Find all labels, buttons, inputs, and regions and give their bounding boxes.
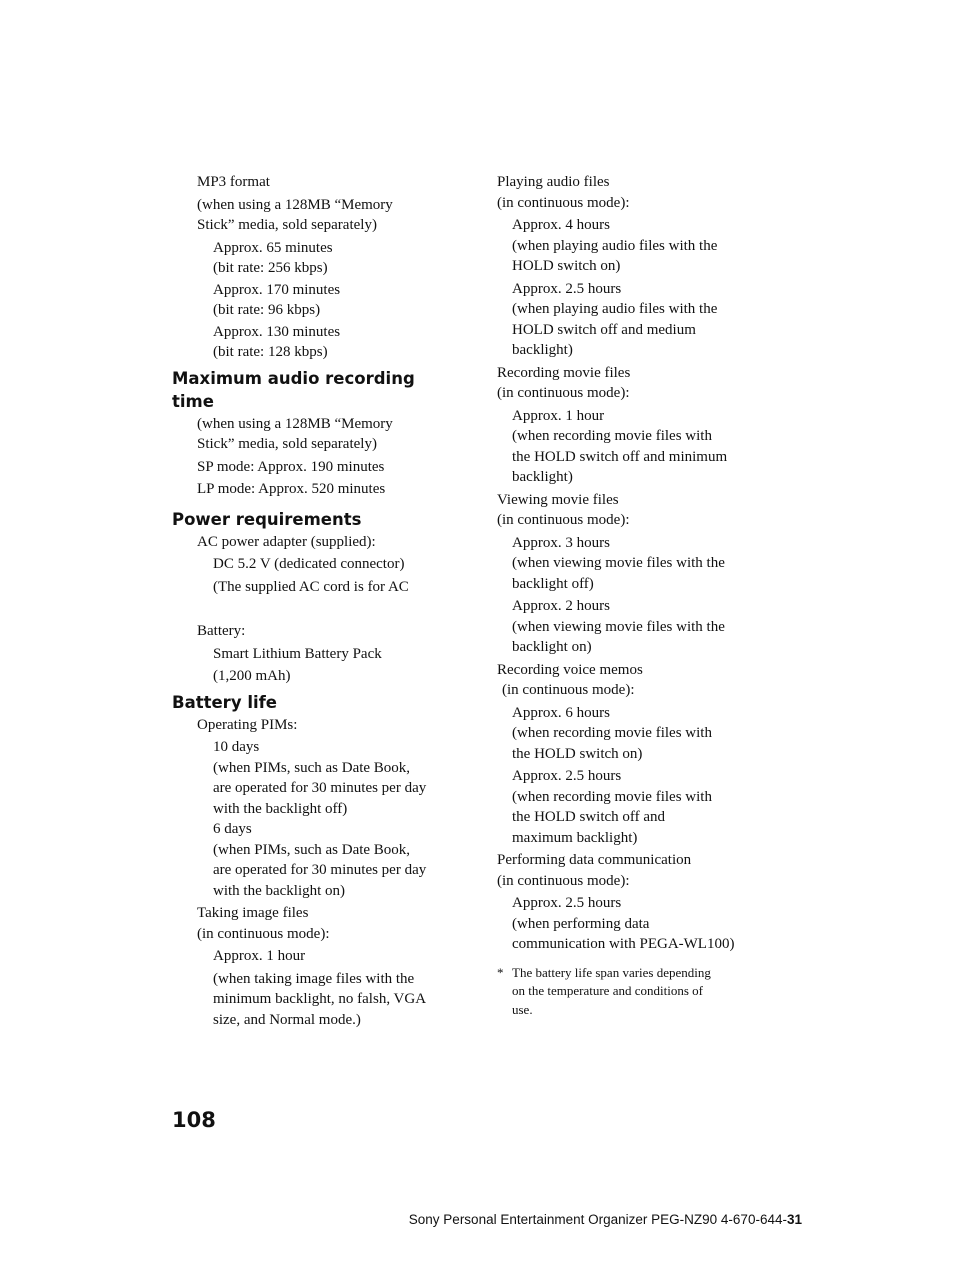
voice-line: Approx. 2.5 hours [512,768,622,784]
heading-power-requirements: Power requirements [172,509,362,529]
audio-line: (when playing audio files with the [512,237,718,254]
max-audio-line: (when using a 128MB “Memory [197,415,393,432]
heading-max-audio-recording [172,367,462,413]
max-audio-line: LP mode: Approx. 520 minutes [197,481,386,497]
image-files-line: (when taking image files with the [213,970,415,987]
image-files-line: size, and Normal mode.) [213,1011,361,1028]
heading-line: Maximum audio recording [172,368,415,388]
image-files-label: (in continuous mode): [197,925,330,942]
recording-movie-label: Recording movie files [497,364,631,381]
data-comm-line: Approx. 2.5 hours [512,895,622,911]
rec-movie-line: backlight) [512,469,573,485]
voice-line: (when recording movie files with [512,788,712,805]
view-movie-line: Approx. 2 hours [512,598,610,614]
audio-line: (when playing audio files with the [512,301,718,317]
view-movie-line: backlight on) [512,639,592,655]
footer-text: Sony Personal Entertainment Organizer PEG-NZ90 4-670-644- [408,1212,787,1227]
footer-bold-suffix: 31 [786,1212,802,1227]
mp3-entry: Approx. 65 minutes [213,239,333,256]
ac-adapter-label: AC power adapter (supplied): [197,533,376,550]
mp3-entry: (bit rate: 96 kbps) [213,302,321,318]
playing-audio-label: (in continuous mode): [497,194,630,211]
right-column [497,172,757,1019]
pims-line: are operated for 30 minutes per day [213,780,427,796]
audio-line: HOLD switch off and medium [512,321,696,338]
view-movie-line: (when viewing movie files with the [512,555,725,571]
view-movie-line: backlight off) [512,575,594,592]
footnote-line: on the temperature and conditions of [512,983,703,998]
max-audio-line: SP mode: Approx. 190 minutes [197,458,385,475]
image-files-line: minimum backlight, no falsh, VGA [213,991,427,1007]
mp3-note-line: (when using a 128MB “Memory [197,196,393,213]
rec-movie-line: the HOLD switch off and minimum [512,448,728,465]
mp3-entry: Approx. 130 minutes [213,323,341,340]
view-movie-line: Approx. 3 hours [512,534,610,551]
pims-line: with the backlight on) [213,882,346,899]
mp3-entry: Approx. 170 minutes [213,281,341,298]
ac-adapter-line: (The supplied AC cord is for AC [213,578,409,595]
voice-line: (when recording movie files with [512,725,712,741]
pims-line: 6 days [213,821,252,837]
audio-line: Approx. 2.5 hours [512,280,622,297]
footnote-line: use. [512,1001,533,1017]
view-movie-line: (when viewing movie files with the [512,618,725,635]
rec-movie-line: Approx. 1 hour [512,407,605,424]
data-comm-label: Performing data communication [497,852,692,868]
data-comm-line: (when performing data [512,915,650,932]
image-files-value: Approx. 1 hour [213,948,306,964]
operating-pims-label: Operating PIMs: [197,716,298,733]
battery-line: Smart Lithium Battery Pack [213,645,382,662]
image-files-label: Taking image files [197,905,309,921]
mp3-entry: (bit rate: 128 kbps) [213,344,328,360]
pims-line: with the backlight off) [213,800,348,817]
voice-line: the HOLD switch off and [512,809,666,825]
page-number: 108 [172,1108,216,1132]
data-comm-line: communication with PEGA-WL100) [512,936,735,952]
left-column [172,172,462,1030]
voice-line: maximum backlight) [512,829,638,846]
rec-movie-line: (when recording movie files with [512,428,712,444]
pims-line: are operated for 30 minutes per day [213,862,427,878]
pims-line: (when PIMs, such as Date Book, [213,841,411,858]
footer [409,1212,802,1227]
max-audio-line: Stick” media, sold separately) [197,436,377,452]
voice-memos-label: Recording voice memos [497,661,643,678]
mp3-entry: (bit rate: 256 kbps) [213,260,328,276]
pims-line: 10 days [213,739,260,755]
mp3-note-line: Stick” media, sold separately) [197,217,377,233]
heading-battery-life: Battery life [172,692,277,712]
mp3-format-label: MP3 format [197,174,270,190]
recording-movie-label: (in continuous mode): [497,385,630,401]
viewing-movie-label: Viewing movie files [497,491,619,508]
audio-line: Approx. 4 hours [512,217,610,233]
playing-audio-label: Playing audio files [497,174,610,190]
voice-line: Approx. 6 hours [512,704,610,721]
data-comm-label: (in continuous mode): [497,872,630,889]
voice-line: the HOLD switch on) [512,745,643,762]
audio-line: backlight) [512,342,573,358]
viewing-movie-label: (in continuous mode): [497,512,630,528]
battery-label: Battery: [197,623,246,639]
heading-line: time [172,391,214,411]
audio-line: HOLD switch on) [512,258,621,274]
footnote-marker: * [497,964,504,980]
voice-memos-label: (in continuous mode): [502,682,635,698]
ac-adapter-line: DC 5.2 V (dedicated connector) [213,556,405,572]
footnote-line: The battery life span varies depending [512,964,711,980]
battery-line: (1,200 mAh) [213,668,291,684]
pims-line: (when PIMs, such as Date Book, [213,759,411,776]
footnote [497,964,757,1020]
